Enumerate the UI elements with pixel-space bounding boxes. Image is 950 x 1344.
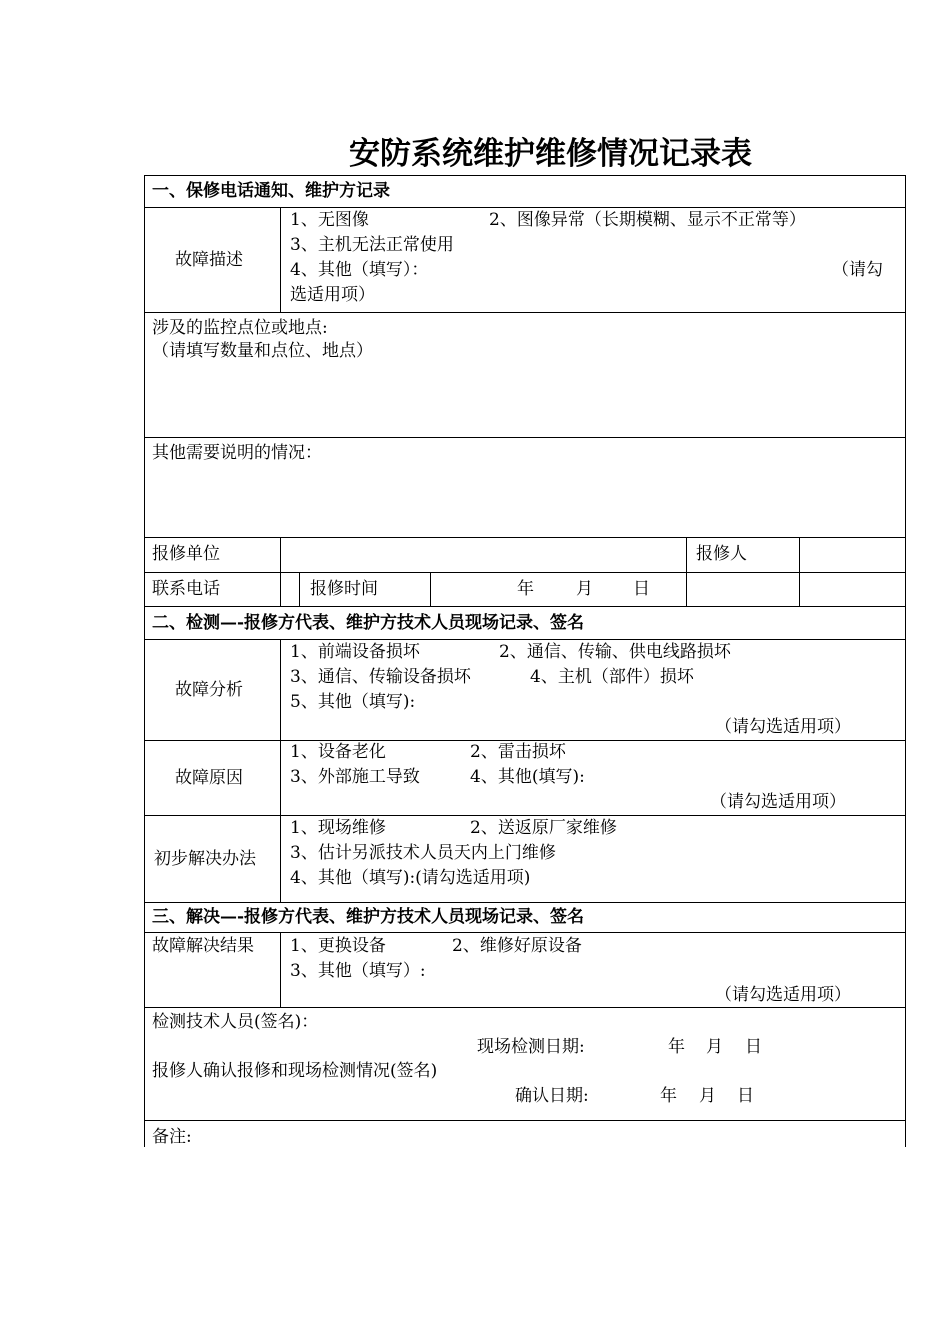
solution-option-2: 2、送返原厂家维修 [470,818,617,838]
analysis-option-2: 2、通信、传输、供电线路损坏 [499,642,731,662]
locations-hint: （请填写数量和点位、地点） [152,341,373,361]
section1-header: 一、保修电话通知、维护方记录 [152,181,390,201]
analysis-option-5: 5、其他（填写): [290,692,416,712]
confirm-day: 日 [737,1086,754,1106]
col-divider [686,537,687,606]
record-table [144,175,906,1147]
confirm-year: 年 [660,1086,677,1106]
solution-option-3: 3、估计另派技术人员天内上门维修 [290,843,556,863]
col-divider [280,207,281,312]
row-divider [144,740,906,741]
analysis-option-4: 4、主机（部件）损坏 [530,667,694,687]
date-month: 月 [576,579,593,599]
fault-cause-label: 故障原因 [175,768,243,788]
fault-option-2: 2、图像异常（长期模糊、显示不正常等） [489,210,806,230]
analysis-option-1: 1、前端设备损坏 [290,642,420,662]
date-day: 日 [633,579,650,599]
solution-option-4: 4、其他（填写):(请勾选适用项) [290,868,531,888]
section2-header: 二、检测—-报修方代表、维护方技术人员现场记录、签名 [152,613,585,633]
cause-option-4: 4、其他(填写): [470,767,585,787]
table-border-top [144,175,906,176]
row-divider [144,1007,906,1008]
row-divider [144,902,906,903]
inspection-day: 日 [745,1037,762,1057]
row-divider [144,537,906,538]
solution-option-1: 1、现场维修 [290,818,386,838]
fault-result-label: 故障解决结果 [152,936,254,956]
fault-note-a: （请勾 [832,260,883,280]
row-divider [144,639,906,640]
cause-option-1: 1、设备老化 [290,742,386,762]
confirm-date-label: 确认日期: [515,1086,589,1106]
confirm-month: 月 [699,1086,716,1106]
col-divider [430,572,431,606]
row-divider [144,312,906,313]
reporter-label: 报修人 [696,544,747,564]
inspection-year: 年 [668,1037,685,1057]
inspection-month: 月 [706,1037,723,1057]
col-divider [280,639,281,902]
result-note: （请勾选适用项） [715,985,851,1005]
phone-label: 联系电话 [152,579,220,599]
section3-header: 三、解决—-报修方代表、维护方技术人员现场记录、签名 [152,907,585,927]
tech-signature-label: 检测技术人员(签名)： [152,1012,319,1032]
repair-unit-label: 报修单位 [152,544,220,564]
other-notes-label: 其他需要说明的情况： [152,443,322,463]
cause-option-3: 3、外部施工导致 [290,767,420,787]
result-option-3: 3、其他（填写）: [290,961,426,981]
fault-option-1: 1、无图像 [290,210,369,230]
locations-label: 涉及的监控点位或地点: [152,318,328,338]
cause-option-2: 2、雷击损坏 [470,742,566,762]
fault-option-4: 4、其他（填写）： [290,260,429,280]
cause-note: （请勾选适用项） [710,792,846,812]
row-divider [144,815,906,816]
fault-note-b: 选适用项） [290,285,375,305]
title-text: 安防系统维护维修情况记录表 [349,136,752,172]
col-divider [280,932,281,1007]
fault-option-3: 3、主机无法正常使用 [290,235,454,255]
remarks-label: 备注: [152,1127,192,1147]
reporter-confirm-label: 报修人确认报修和现场检测情况(签名) [152,1061,438,1081]
analysis-note: （请勾选适用项） [715,717,851,737]
analysis-option-3: 3、通信、传输设备损坏 [290,667,471,687]
table-border-right [905,175,906,1147]
col-divider [799,537,800,606]
fault-description-label: 故障描述 [175,250,243,270]
row-divider [144,606,906,607]
col-divider [280,537,281,606]
row-divider [144,1120,906,1121]
initial-solution-label: 初步解决办法 [154,849,256,869]
row-divider [144,207,906,208]
date-year: 年 [517,579,534,599]
row-divider [144,932,906,933]
col-divider [299,572,300,606]
table-border-left [144,175,145,1147]
result-option-1: 1、更换设备 [290,936,386,956]
result-option-2: 2、维修好原设备 [452,936,582,956]
repair-time-label: 报修时间 [310,579,378,599]
row-divider [144,437,906,438]
row-divider [144,572,906,573]
fault-analysis-label: 故障分析 [175,680,243,700]
inspection-date-label: 现场检测日期: [477,1037,585,1057]
